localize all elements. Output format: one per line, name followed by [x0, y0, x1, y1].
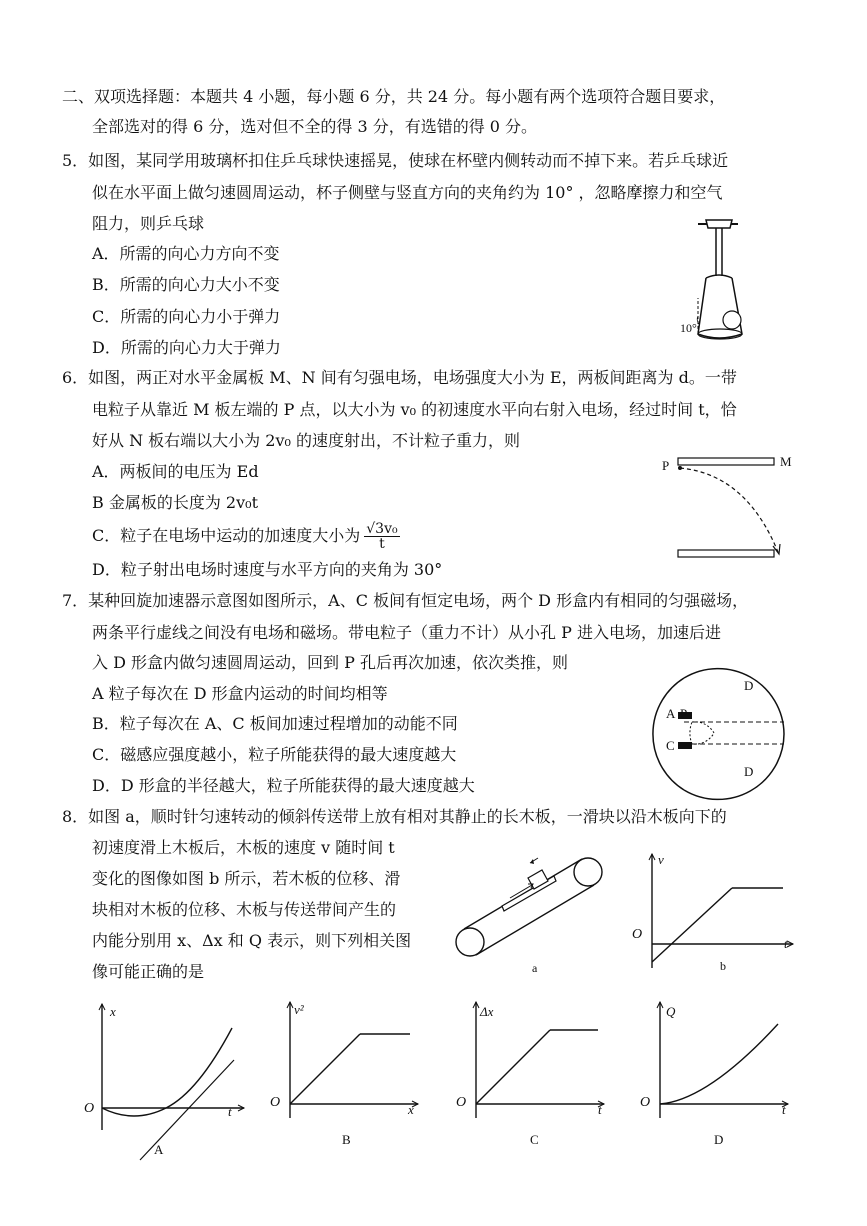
q8-graph-d-y-label: Q: [666, 1004, 676, 1019]
q8-graph-b-x-label: x: [408, 1102, 414, 1117]
q5-stem-line3: 阻力，则乒乓球: [92, 214, 205, 233]
q7-stem-line3: 入 D 形盒内做匀速圆周运动，回到 P 孔后再次加速，依次类推，则: [92, 653, 568, 672]
q6-option-b: B 金属板的长度为 2v₀t: [92, 493, 258, 512]
q7-cyclotron-figure: [652, 660, 802, 810]
q6-point-p-label: P: [662, 458, 670, 473]
q6-stem-line3: 好从 N 板右端以大小为 2v₀ 的速度射出，不计粒子重力，则: [92, 431, 520, 450]
q8-fig-b-x-label: t: [784, 936, 788, 951]
q6-fraction-numerator: √3v₀: [366, 521, 398, 537]
q7-label-a: A: [666, 706, 676, 721]
q8-graph-a-origin: O: [84, 1101, 95, 1116]
q8-stem-line4: 块相对木板的位移、木板与传送带间产生的: [92, 900, 397, 919]
q7-stem-line2: 两条平行虚线之间没有电场和磁场。带电粒子（重力不计）从小孔 P 进入电场，加速后进: [92, 623, 721, 642]
q8-graph-d-origin: O: [640, 1095, 651, 1110]
q8-stem-line1: 8．如图 a，顺时针匀速转动的倾斜传送带上放有相对其静止的长木板，一滑块以沿木板向下的: [62, 807, 727, 826]
q8-graph-b-origin: O: [270, 1095, 281, 1110]
q7-option-c: C．磁感应强度越小，粒子所能获得的最大速度越大: [92, 745, 457, 764]
q8-stem-line2: 初速度滑上木板后，木板的速度 v 随时间 t: [92, 838, 395, 857]
q7-option-a: A 粒子每次在 D 形盒内运动的时间均相等: [92, 684, 388, 703]
q8-stem-line6: 像可能正确的是: [92, 962, 205, 981]
q5-angle-label: 10°: [680, 321, 697, 335]
q8-fig-b-origin: O: [632, 927, 643, 942]
q5-stem-line1: 5．如图，某同学用玻璃杯扣住乒乓球快速摇晃，使球在杯壁内侧转动而不掉下来。若乒乓球近: [62, 151, 729, 170]
q8-graph-b: [268, 1000, 428, 1150]
q6-plates-figure: [656, 450, 806, 570]
q8-fig-a-label: a: [532, 961, 538, 975]
q6-stem-line2: 电粒子从靠近 M 板左端的 P 点，以大小为 v₀ 的初速度水平向右射入电场，经过时间 t，恰: [92, 400, 737, 419]
q6-option-c: [92, 518, 400, 554]
section-heading-line1: 二、双项选择题：本题共 4 小题，每小题 6 分，共 24 分。每小题有两个选项符合题目要求，: [62, 87, 726, 106]
q8-graph-c-y-label: Δx: [480, 1004, 494, 1019]
q8-graph-b-y-label: v²: [294, 1002, 304, 1017]
q7-option-d: D．D 形盒的半径越大，粒子所能获得的最大速度越大: [92, 776, 475, 795]
q8-graph-b-label: B: [342, 1132, 351, 1147]
q8-graph-d-x-label: t: [782, 1102, 786, 1117]
q8-graph-d-label: D: [714, 1132, 724, 1147]
q5-glass-figure: [676, 216, 786, 346]
q7-label-c: C: [666, 738, 675, 753]
q8-vt-graph: [628, 848, 798, 978]
q5-option-c: C．所需的向心力小于弹力: [92, 307, 281, 326]
q7-label-d-bottom: D: [744, 764, 754, 779]
q8-stem-line5: 内能分别用 x、Δx 和 Q 表示，则下列相关图: [92, 931, 412, 950]
q7-stem-line1: 7．某种回旋加速器示意图如图所示，A、C 板间有恒定电场，两个 D 形盒内有相同的匀强磁场，: [62, 591, 749, 610]
q5-option-d: D．所需的向心力大于弹力: [92, 338, 281, 357]
q8-graph-a-x-label: t: [228, 1104, 232, 1119]
q6-option-c-text: C．粒子在电场中运动的加速度大小为: [92, 526, 361, 545]
q7-label-d-top: D: [744, 678, 754, 693]
q8-graph-c-origin: O: [456, 1095, 467, 1110]
q8-fig-b-label: b: [720, 959, 726, 973]
q8-fig-b-y-label: v: [658, 852, 664, 867]
q8-stem-line3: 变化的图像如图 b 所示，若木板的位移、滑: [92, 869, 401, 888]
q6-plate-m-label: M: [780, 454, 792, 469]
q6-option-a: A．两板间的电压为 Ed: [92, 462, 259, 481]
q8-graph-c: [454, 1000, 614, 1150]
q7-label-p: P: [680, 706, 688, 721]
q8-graph-c-label: C: [530, 1132, 539, 1147]
q8-graph-c-x-label: t: [598, 1102, 602, 1117]
q6-fraction-denominator: t: [379, 536, 385, 552]
q6-stem-line1: 6．如图，两正对水平金属板 M、N 间有匀强电场，电场强度大小为 E，两板间距离为 d。一带: [62, 368, 737, 387]
q6-option-c-fraction: [364, 522, 399, 551]
q5-stem-line2: 似在水平面上做匀速圆周运动，杯子侧壁与竖直方向的夹角约为 10° ，忽略摩擦力和空气: [92, 183, 723, 202]
q8-conveyor-figure: [450, 848, 610, 978]
section-heading-line2: 全部选对的得 6 分，选对但不全的得 3 分，有选错的得 0 分。: [92, 117, 538, 136]
q8-graph-d: [638, 1000, 798, 1150]
q5-option-a: A．所需的向心力方向不变: [92, 244, 280, 263]
q8-graph-a-label: A: [154, 1142, 164, 1157]
q7-option-b: B．粒子每次在 A、C 板间加速过程增加的动能不同: [92, 714, 458, 733]
q5-option-b: B．所需的向心力大小不变: [92, 275, 280, 294]
q8-graph-a: [82, 1000, 252, 1170]
q8-graph-a-y-label: x: [110, 1004, 116, 1019]
q6-option-d: D．粒子射出电场时速度与水平方向的夹角为 30°: [92, 560, 443, 579]
